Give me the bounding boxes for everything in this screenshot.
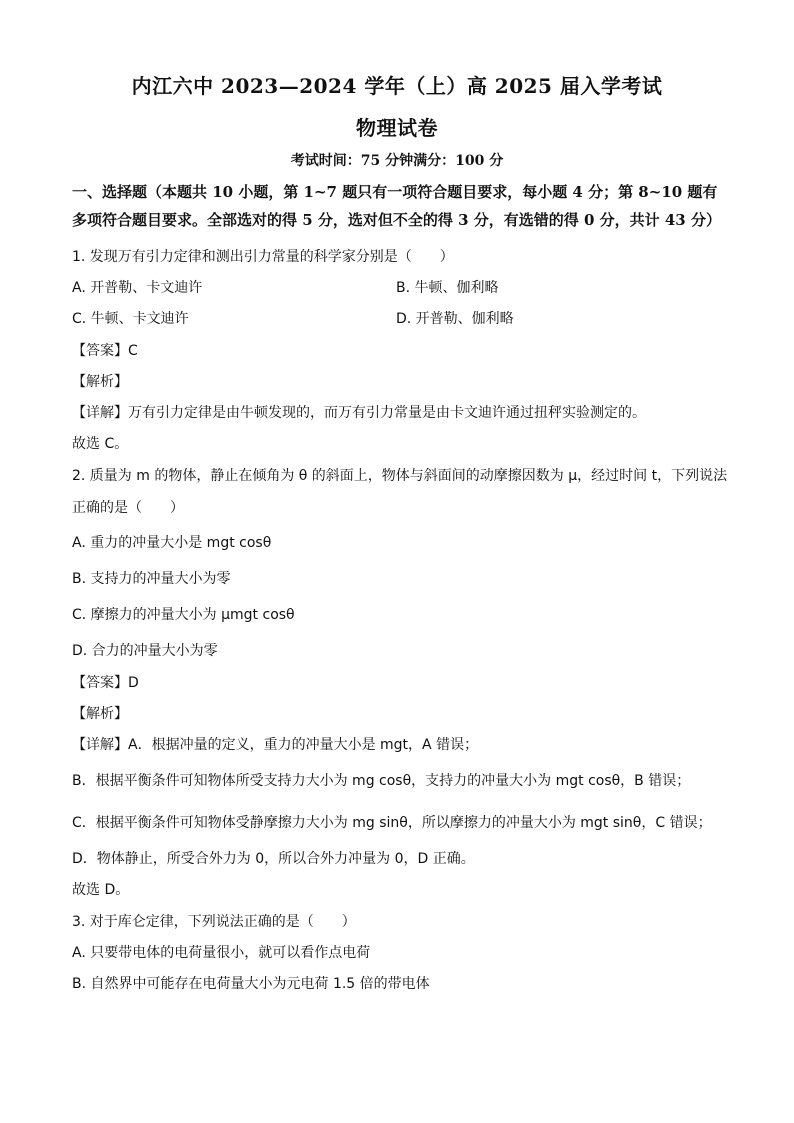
q1-analysis-label: 【解析】 [72, 374, 128, 390]
q3-option-a: A. 只要带电体的电荷量很小，就可以看作点电荷 [72, 945, 371, 961]
q1-option-d: D. 开普勒、伽利略 [396, 311, 514, 327]
q2-stem-line2: 正确的是（ ） [72, 500, 184, 516]
q3-stem: 3. 对于库仑定律，下列说法正确的是（ ） [72, 914, 356, 930]
q2-option-c: C. 摩擦力的冲量大小为 μmgt cosθ [72, 607, 295, 623]
q2-option-b: B. 支持力的冲量大小为零 [72, 571, 231, 587]
exam-title: 内江六中 2023—2024 学年（上）高 2025 届入学考试 [131, 74, 663, 98]
section-heading-line2: 多项符合题目要求。全部选对的得 5 分，选对但不全的得 3 分，有选错的得 0 分，共计 43 分） [72, 211, 721, 229]
q1-conclusion: 故选 C。 [72, 436, 129, 452]
q2-conclusion: 故选 D。 [72, 882, 130, 898]
q2-answer: 【答案】D [72, 675, 139, 691]
q2-stem-line1: 2. 质量为 m 的物体，静止在倾角为 θ 的斜面上，物体与斜面间的动摩擦因数为 μ，经过时间 t，下列说法 [72, 468, 728, 484]
exam-meta: 考试时间：75 分钟满分：100 分 [290, 153, 504, 169]
q2-detail-d: D．物体静止，所受合外力为 0，所以合外力冲量为 0，D 正确。 [72, 851, 475, 867]
q2-analysis-label: 【解析】 [72, 706, 128, 722]
q1-detail: 【详解】万有引力定律是由牛顿发现的，而万有引力常量是由卡文迪许通过扭秤实验测定的。 [72, 405, 646, 421]
q3-option-b: B. 自然界中可能存在电荷量大小为元电荷 1.5 倍的带电体 [72, 976, 430, 992]
q1-option-c: C. 牛顿、卡文迪许 [72, 311, 189, 327]
q2-option-d: D. 合力的冲量大小为零 [72, 643, 218, 659]
q1-option-a: A. 开普勒、卡文迪许 [72, 280, 203, 296]
section-heading-line1: 一、选择题（本题共 10 小题，第 1~7 题只有一项符合题目要求，每小题 4 分；第 8~10 题有 [72, 183, 718, 201]
q1-stem: 1. 发现万有引力定律和测出引力常量的科学家分别是（ ） [72, 249, 454, 265]
exam-subtitle: 物理试卷 [356, 116, 438, 140]
q1-answer: 【答案】C [72, 343, 138, 359]
q2-detail-a: 【详解】A．根据冲量的定义，重力的冲量大小是 mgt，A 错误； [72, 737, 479, 753]
q2-option-a: A. 重力的冲量大小是 mgt cosθ [72, 535, 272, 551]
q2-detail-b: B．根据平衡条件可知物体所受支持力大小为 mg cosθ，支持力的冲量大小为 mgt cosθ，B 错误； [72, 773, 691, 789]
q2-detail-c: C．根据平衡条件可知物体受静摩擦力大小为 mg sinθ，所以摩擦力的冲量大小为 mgt sinθ，C 错误； [72, 815, 712, 831]
q1-option-b: B. 牛顿、伽利略 [396, 280, 499, 296]
